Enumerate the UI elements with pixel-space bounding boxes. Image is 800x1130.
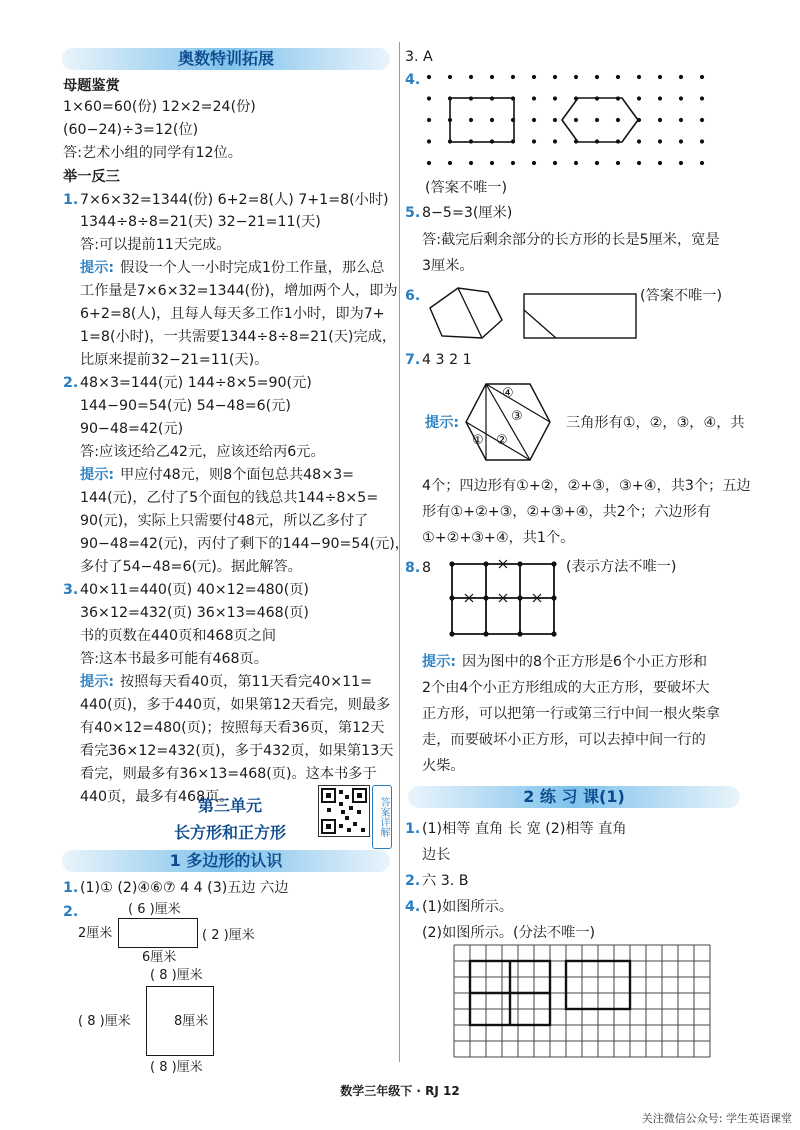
mu-line-2: (60−24)÷3=12(位)	[63, 122, 199, 138]
grid-dot	[595, 161, 599, 165]
p4-line-1: (1)如图所示。	[422, 899, 514, 915]
rect1-right-label: ( 2 )厘米	[202, 928, 255, 943]
grid-dot	[679, 118, 683, 122]
grid-dot	[427, 161, 431, 165]
q1-number: 1.	[63, 192, 79, 208]
unit-title-1: 第三单元	[197, 796, 262, 815]
hexagon-triangles-figure	[462, 380, 554, 464]
r6-number: 6.	[405, 288, 421, 304]
q2-number: 2.	[63, 375, 79, 391]
p4-line-2: (2)如图所示。(分法不唯一)	[422, 925, 596, 941]
grid-dot	[679, 75, 683, 79]
q1-hint-label: 提示:	[80, 260, 115, 276]
q3-hint-2: 440(页)，多于440页，如果第12天看完，则最多	[80, 697, 391, 713]
r7-hint-first: 三角形有①，②，③，④，共	[566, 415, 745, 431]
grid-dot	[469, 161, 473, 165]
grid-dot	[595, 75, 599, 79]
grid-dot	[574, 161, 578, 165]
q2-hint-1: 甲应付48元，则8个面包总共48×3=	[120, 467, 354, 483]
r8-line: 8	[422, 560, 432, 576]
b1-line: (1)① (2)④⑥⑦ 4 4 (3)五边 六边	[80, 880, 289, 896]
dot-hexagon	[562, 98, 638, 142]
grid-dot	[616, 75, 620, 79]
q3-hint-1: 按照每天看40页，第11天看完40×11=	[120, 674, 373, 690]
r8-hint-4: 走，而要破坏小正方形，可以去掉中间一行的	[422, 732, 706, 748]
q1-hint-5: 比原来提前32−21=11(天)。	[80, 352, 269, 368]
q2-line-4: 答:应该还给乙42元，应该还给丙6元。	[80, 444, 325, 460]
section-mu: 母题鉴赏	[63, 78, 120, 94]
q3-hint-5: 看完，则最多有36×13=468(页)。这本书多于	[80, 766, 377, 782]
long-rectangle	[524, 294, 636, 338]
grid-dot	[553, 75, 557, 79]
r7-hint-3: 形有①+②+③，②+③+④，共2个；六边形有	[422, 504, 711, 520]
q2-hint-4: 90−48=42(元)，丙付了剩下的144−90=54(元)，	[80, 536, 409, 552]
grid-dot	[427, 96, 431, 100]
grid-dot	[448, 161, 452, 165]
banner-polygon-title: 1 多边形的认识	[169, 851, 283, 870]
q2-line-1: 48×3=144(元) 144÷8×5=90(元)	[80, 375, 312, 391]
r4-note: (答案不唯一)	[425, 180, 508, 196]
rect2-top-label: ( 8 )厘米	[150, 968, 203, 983]
q1-hint-3: 6+2=8(人)，且每人每天多工作1小时，即为7+	[80, 306, 385, 322]
mu-line-3: 答:艺术小组的同学有12位。	[63, 145, 242, 161]
r8-hint-label: 提示:	[422, 654, 457, 670]
grid-dot	[511, 161, 515, 165]
square-grid-figure	[448, 944, 720, 1072]
matchstick-grid	[446, 558, 560, 640]
r5-line-2: 答:截完后剩余部分的长方形的长是5厘米，宽是	[422, 232, 720, 248]
grid-dot	[658, 161, 662, 165]
r8-note: (表示方法不唯一)	[566, 559, 677, 575]
grid-dot	[658, 96, 662, 100]
r5-line-3: 3厘米。	[422, 258, 474, 274]
grid-dot	[511, 75, 515, 79]
grid-dot	[700, 118, 704, 122]
r8-hint-1: 因为图中的8个正方形是6个小正方形和	[462, 654, 708, 670]
rectangle-6x2	[118, 918, 198, 948]
b2-number: 2.	[63, 904, 79, 920]
grid-dot	[658, 118, 662, 122]
grid-dot	[679, 161, 683, 165]
r8-hint-2: 2个由4个小正方形组成的大正方形，要破坏大	[422, 680, 710, 696]
p2-line: 六 3. B	[422, 873, 469, 889]
grid-dot	[490, 118, 494, 122]
grid-dot	[574, 118, 578, 122]
r8-hint-5: 火柴。	[422, 758, 465, 774]
p1-number: 1.	[405, 821, 421, 837]
r7-number: 7.	[405, 352, 421, 368]
cut-figures	[420, 280, 650, 344]
grid-dot	[532, 75, 536, 79]
q3-line-1: 40×11=440(页) 40×12=480(页)	[80, 582, 309, 598]
grid-dot	[427, 139, 431, 143]
grid-dot	[532, 118, 536, 122]
answer-detail-tag: 答案详解	[372, 785, 392, 849]
page-footer: 数学三年级下 · RJ 12	[340, 1084, 460, 1098]
dot-rectangle	[450, 98, 514, 142]
svg-text:③: ③	[511, 409, 523, 424]
q2-hint-2: 144(元)，乙付了5个面包的钱总共144÷8×5=	[80, 490, 379, 506]
grid-dot	[637, 161, 641, 165]
grid-dot	[469, 118, 473, 122]
p2-number: 2.	[405, 873, 421, 889]
q1-hint-4: 1=8(小时)，一共需要1344÷8÷8=21(天)完成，	[80, 329, 397, 345]
grid-dot	[658, 139, 662, 143]
p4-number: 4.	[405, 899, 421, 915]
mu-line-1: 1×60=60(份) 12×2=24(份)	[63, 99, 256, 115]
grid-dot	[658, 75, 662, 79]
q3-hint-label: 提示:	[80, 674, 115, 690]
wechat-watermark: 关注微信公众号: 学生英语课堂	[641, 1112, 792, 1125]
q3-line-4: 答:这本书最多可能有468页。	[80, 651, 268, 667]
grid-dot	[427, 75, 431, 79]
grid-dot	[700, 161, 704, 165]
grid-dot	[700, 96, 704, 100]
r8-number: 8.	[405, 560, 421, 576]
grid-dot	[679, 139, 683, 143]
grid-dot	[637, 75, 641, 79]
q2-line-3: 90−48=42(元)	[80, 421, 184, 437]
grid-dot	[574, 75, 578, 79]
grid-dot	[490, 75, 494, 79]
b1-number: 1.	[63, 880, 79, 896]
rect1-left-label: 2厘米	[78, 926, 113, 941]
q2-hint-label: 提示:	[80, 467, 115, 483]
q1-hint-2: 工作量是7×6×32=1344(份)，增加两个人，即为	[80, 283, 398, 299]
rect1-top-label: ( 6 )厘米	[128, 902, 181, 917]
q2-hint-5: 多付了54−48=6(元)。据此解答。	[80, 559, 302, 575]
banner-practice-title: 2 练 习 课(1)	[523, 787, 625, 806]
grid-dot	[553, 161, 557, 165]
grid-dot	[616, 118, 620, 122]
grid-dot	[700, 75, 704, 79]
q1-line-2: 1344÷8÷8=21(天) 32−21=11(天)	[80, 214, 321, 230]
r7-hint-label: 提示:	[425, 415, 460, 431]
grid-dot	[553, 96, 557, 100]
grid-dot	[637, 96, 641, 100]
rect2-left-label: ( 8 )厘米	[78, 1014, 131, 1029]
q2-hint-3: 90(元)，实际上只需要付48元，所以乙多付了	[80, 513, 369, 529]
grid-dot	[532, 139, 536, 143]
rect2-bottom-label: ( 8 )厘米	[150, 1060, 203, 1075]
grid-dot	[448, 75, 452, 79]
dot-grid-figure	[425, 74, 715, 174]
p1-line-1: (1)相等 直角 长 宽 (2)相等 直角	[422, 821, 627, 837]
grid-dot	[637, 139, 641, 143]
grid-dot	[532, 96, 536, 100]
q2-line-2: 144−90=54(元) 54−48=6(元)	[80, 398, 291, 414]
grid-dot	[427, 118, 431, 122]
q3-hint-4: 看完36×12=432(页)，多于432页，如果第13天	[80, 743, 394, 759]
svg-text:④: ④	[502, 386, 514, 401]
q3-hint-3: 有40×12=480(页)；按照每天看36页，第12天	[80, 720, 385, 736]
grid-dot	[553, 118, 557, 122]
banner-olympiad-title: 奥数特训拓展	[177, 49, 274, 68]
q1-line-1: 7×6×32=1344(份) 6+2=8(人) 7+1=8(小时)	[80, 192, 389, 208]
svg-text:②: ②	[496, 433, 508, 448]
grid-dot	[469, 75, 473, 79]
r7-line: 4 3 2 1	[422, 352, 472, 368]
grid-dot	[490, 161, 494, 165]
r3-line: 3. A	[405, 49, 433, 65]
grid-dot	[700, 139, 704, 143]
qr-code[interactable]	[318, 785, 370, 837]
q3-line-3: 书的页数在440页和468页之间	[80, 628, 277, 644]
r5-line-1: 8−5=3(厘米)	[422, 205, 513, 221]
q3-line-2: 36×12=432(页) 36×13=468(页)	[80, 605, 309, 621]
p1-line-2: 边长	[422, 847, 451, 863]
r6-note: (答案不唯一)	[640, 288, 723, 304]
svg-text:①: ①	[472, 433, 484, 448]
q1-hint-1: 假设一个人一小时完成1份工作量，那么总	[120, 260, 385, 276]
r5-number: 5.	[405, 205, 421, 221]
q3-number: 3.	[63, 582, 79, 598]
grid-dot	[553, 139, 557, 143]
section-ju: 举一反三	[63, 169, 120, 185]
rect2-right-label: 8厘米	[174, 1014, 209, 1029]
q3-hint-6: 440页，最多有468页。	[80, 789, 234, 805]
grid-dot	[616, 161, 620, 165]
r8-hint-3: 正方形，可以把第一行或第三行中间一根火柴拿	[422, 706, 720, 722]
r7-hint-4: ①+②+③+④，共1个。	[422, 530, 575, 546]
pentagon-shape	[430, 288, 502, 338]
grid-dot	[679, 96, 683, 100]
grid-dot	[595, 118, 599, 122]
q1-line-3: 答:可以提前11天完成。	[80, 237, 231, 253]
unit-title-2: 长方形和正方形	[173, 823, 286, 842]
rect1-bottom-label: 6厘米	[142, 950, 177, 965]
r7-hint-2: 4个；四边形有①+②，②+③，③+④，共3个；五边	[422, 478, 751, 494]
grid-dot	[532, 161, 536, 165]
r4-number: 4.	[405, 72, 421, 88]
